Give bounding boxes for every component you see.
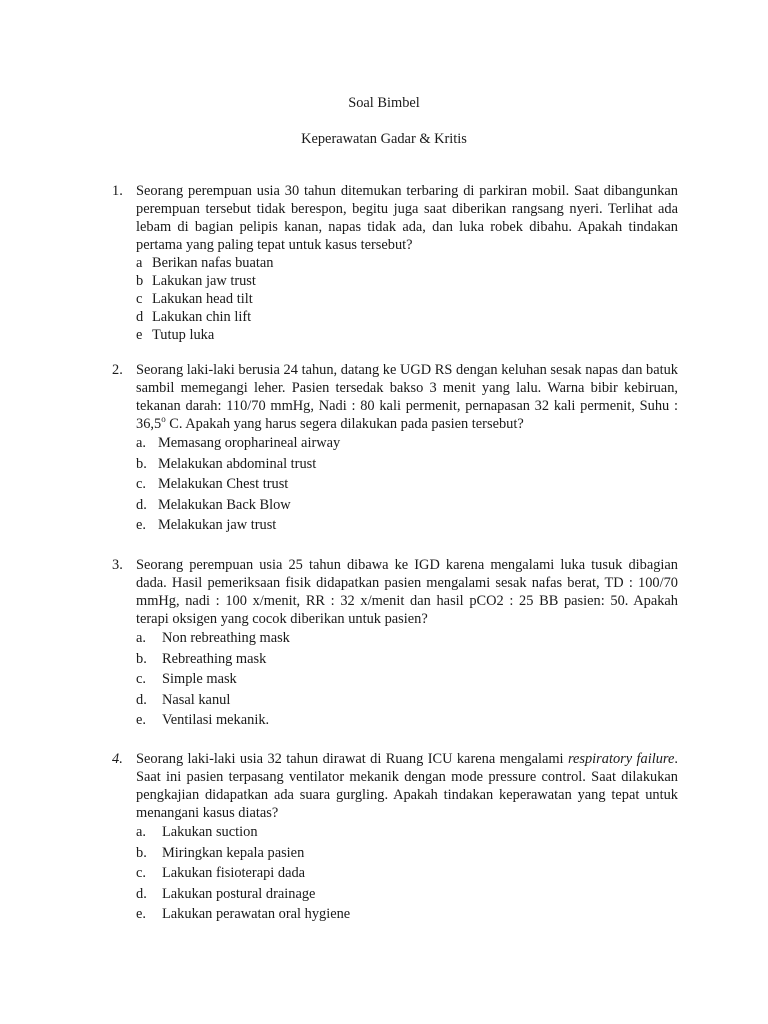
answer-option xyxy=(136,843,678,864)
option-letter: b. xyxy=(136,455,147,472)
option-letter: d. xyxy=(136,691,147,708)
answer-option xyxy=(136,904,678,925)
answer-options xyxy=(136,822,678,925)
option-text: Rebreathing mask xyxy=(162,650,267,667)
option-letter: d. xyxy=(136,496,147,513)
option-letter: a. xyxy=(136,630,146,646)
question-text-part: C. Apakah yang harus segera dilakukan pada pasien tersebut? xyxy=(165,416,524,432)
option-letter: e xyxy=(136,327,143,343)
answer-option xyxy=(136,290,678,308)
answer-option xyxy=(136,863,678,884)
question-4 xyxy=(112,750,678,925)
option-text: Non rebreathing mask xyxy=(162,630,290,646)
option-text: Melakukan Chest trust xyxy=(158,476,289,492)
option-letter: a. xyxy=(136,435,146,451)
answer-options xyxy=(136,254,678,344)
answer-options xyxy=(136,628,678,731)
document-title: Soal Bimbel xyxy=(348,95,420,111)
answer-option xyxy=(136,474,678,495)
answer-option xyxy=(136,308,678,326)
option-text: Simple mask xyxy=(162,671,237,687)
question-text-part: Seorang laki-laki usia 32 tahun dirawat di Ruang ICU karena mengalami xyxy=(136,751,568,767)
option-letter: c. xyxy=(136,671,146,687)
answer-option xyxy=(136,884,678,905)
answer-option xyxy=(136,669,678,690)
option-letter: c. xyxy=(136,476,146,492)
document-subtitle: Keperawatan Gadar & Kritis xyxy=(301,131,467,147)
option-letter: a xyxy=(136,255,143,271)
option-text: Lakukan perawatan oral hygiene xyxy=(162,906,351,922)
answer-option xyxy=(136,254,678,272)
option-text: Lakukan head tilt xyxy=(152,291,253,307)
question-number: 2. xyxy=(112,362,123,378)
option-letter: c xyxy=(136,291,143,307)
question-2 xyxy=(112,361,678,536)
question-text: Seorang perempuan usia 30 tahun ditemukan terbaring di parkiran mobil. Saat dibangunkan perempuan tersebut tidak berespon, begitu juga saat diberikan rangsang nyeri. Terlihat ada lebam di bagian pelipis kanan, napas tidak ada, dan luka robek dibahu. Apakah tindakan pertama yang paling tepat untuk kasus tersebut? xyxy=(136,183,678,253)
question-text: Seorang perempuan usia 25 tahun dibawa ke IGD karena mengalami luka tusuk dibagian dada. Hasil pemeriksaan fisik didapatkan pasien mengalami sesak nafas berat, TD : 100/70 mmHg, nadi : 100 x/menit, RR : 32 x/menit dan hasil pCO2 : 25 BB pasien: 50. Apakah terapi oksigen yang cocok diberikan untuk pasien? xyxy=(136,557,678,627)
question-text-italic: respiratory failure xyxy=(567,751,675,767)
option-letter: b. xyxy=(136,650,147,667)
answer-option xyxy=(136,710,678,731)
answer-option xyxy=(136,690,678,711)
option-letter: b. xyxy=(136,844,147,861)
option-letter: b xyxy=(136,273,144,289)
question-1 xyxy=(112,182,678,344)
option-text: Lakukan suction xyxy=(162,824,258,840)
option-text: Memasang oropharineal airway xyxy=(158,435,341,451)
option-text: Lakukan fisioterapi dada xyxy=(162,865,306,881)
option-text: Nasal kanul xyxy=(162,691,231,708)
option-letter: e. xyxy=(136,906,146,922)
option-letter: c. xyxy=(136,865,146,881)
question-number: 1. xyxy=(112,183,123,199)
question-number: 3. xyxy=(112,557,123,573)
question-text-part: . Saat ini pasien terpasang ventilator mekanik dengan mode pressure control. Saat dilakukan pengkajian didapatkan ada suara gurgling. Apakah tindakan keperawatan yang tepat untuk menangani kasus diatas? xyxy=(136,751,678,821)
option-text: Melakukan Back Blow xyxy=(158,496,291,513)
option-text: Melakukan abdominal trust xyxy=(158,455,317,472)
answer-options xyxy=(136,433,678,536)
option-text: Ventilasi mekanik. xyxy=(162,712,270,728)
question-text xyxy=(136,361,678,433)
option-text: Miringkan kepala pasien xyxy=(162,844,305,861)
question-text xyxy=(136,750,678,822)
answer-option xyxy=(136,495,678,516)
option-text: Berikan nafas buatan xyxy=(152,255,274,271)
answer-option xyxy=(136,272,678,290)
option-letter: e. xyxy=(136,517,146,533)
answer-option xyxy=(136,822,678,843)
option-text: Lakukan postural drainage xyxy=(162,885,316,902)
question-3 xyxy=(112,556,678,731)
option-text: Melakukan jaw trust xyxy=(158,517,277,533)
answer-option xyxy=(136,515,678,536)
question-text-part: Seorang laki-laki berusia 24 tahun, datang ke UGD RS dengan keluhan sesak napas dan batuk sambil memegangi leher. Pasien tersedak bakso 3 menit yang lalu. Warna bibir kebiruan, tekanan darah: 110/70 mmHg, Nadi : 80 kali permenit, pernapasan 32 kali permenit, Suhu : 36,5 xyxy=(136,362,678,432)
option-letter: d xyxy=(136,309,144,325)
option-text: Lakukan jaw trust xyxy=(152,273,256,289)
option-text: Lakukan chin lift xyxy=(152,309,252,325)
answer-option xyxy=(136,454,678,475)
answer-option xyxy=(136,326,678,344)
option-letter: d. xyxy=(136,885,147,902)
answer-option xyxy=(136,628,678,649)
answer-option xyxy=(136,649,678,670)
degree-superscript: o xyxy=(161,414,166,425)
option-letter: e. xyxy=(136,712,146,728)
question-number: 4. xyxy=(112,751,123,767)
answer-option xyxy=(136,433,678,454)
option-letter: a. xyxy=(136,824,146,840)
option-text: Tutup luka xyxy=(152,327,215,343)
